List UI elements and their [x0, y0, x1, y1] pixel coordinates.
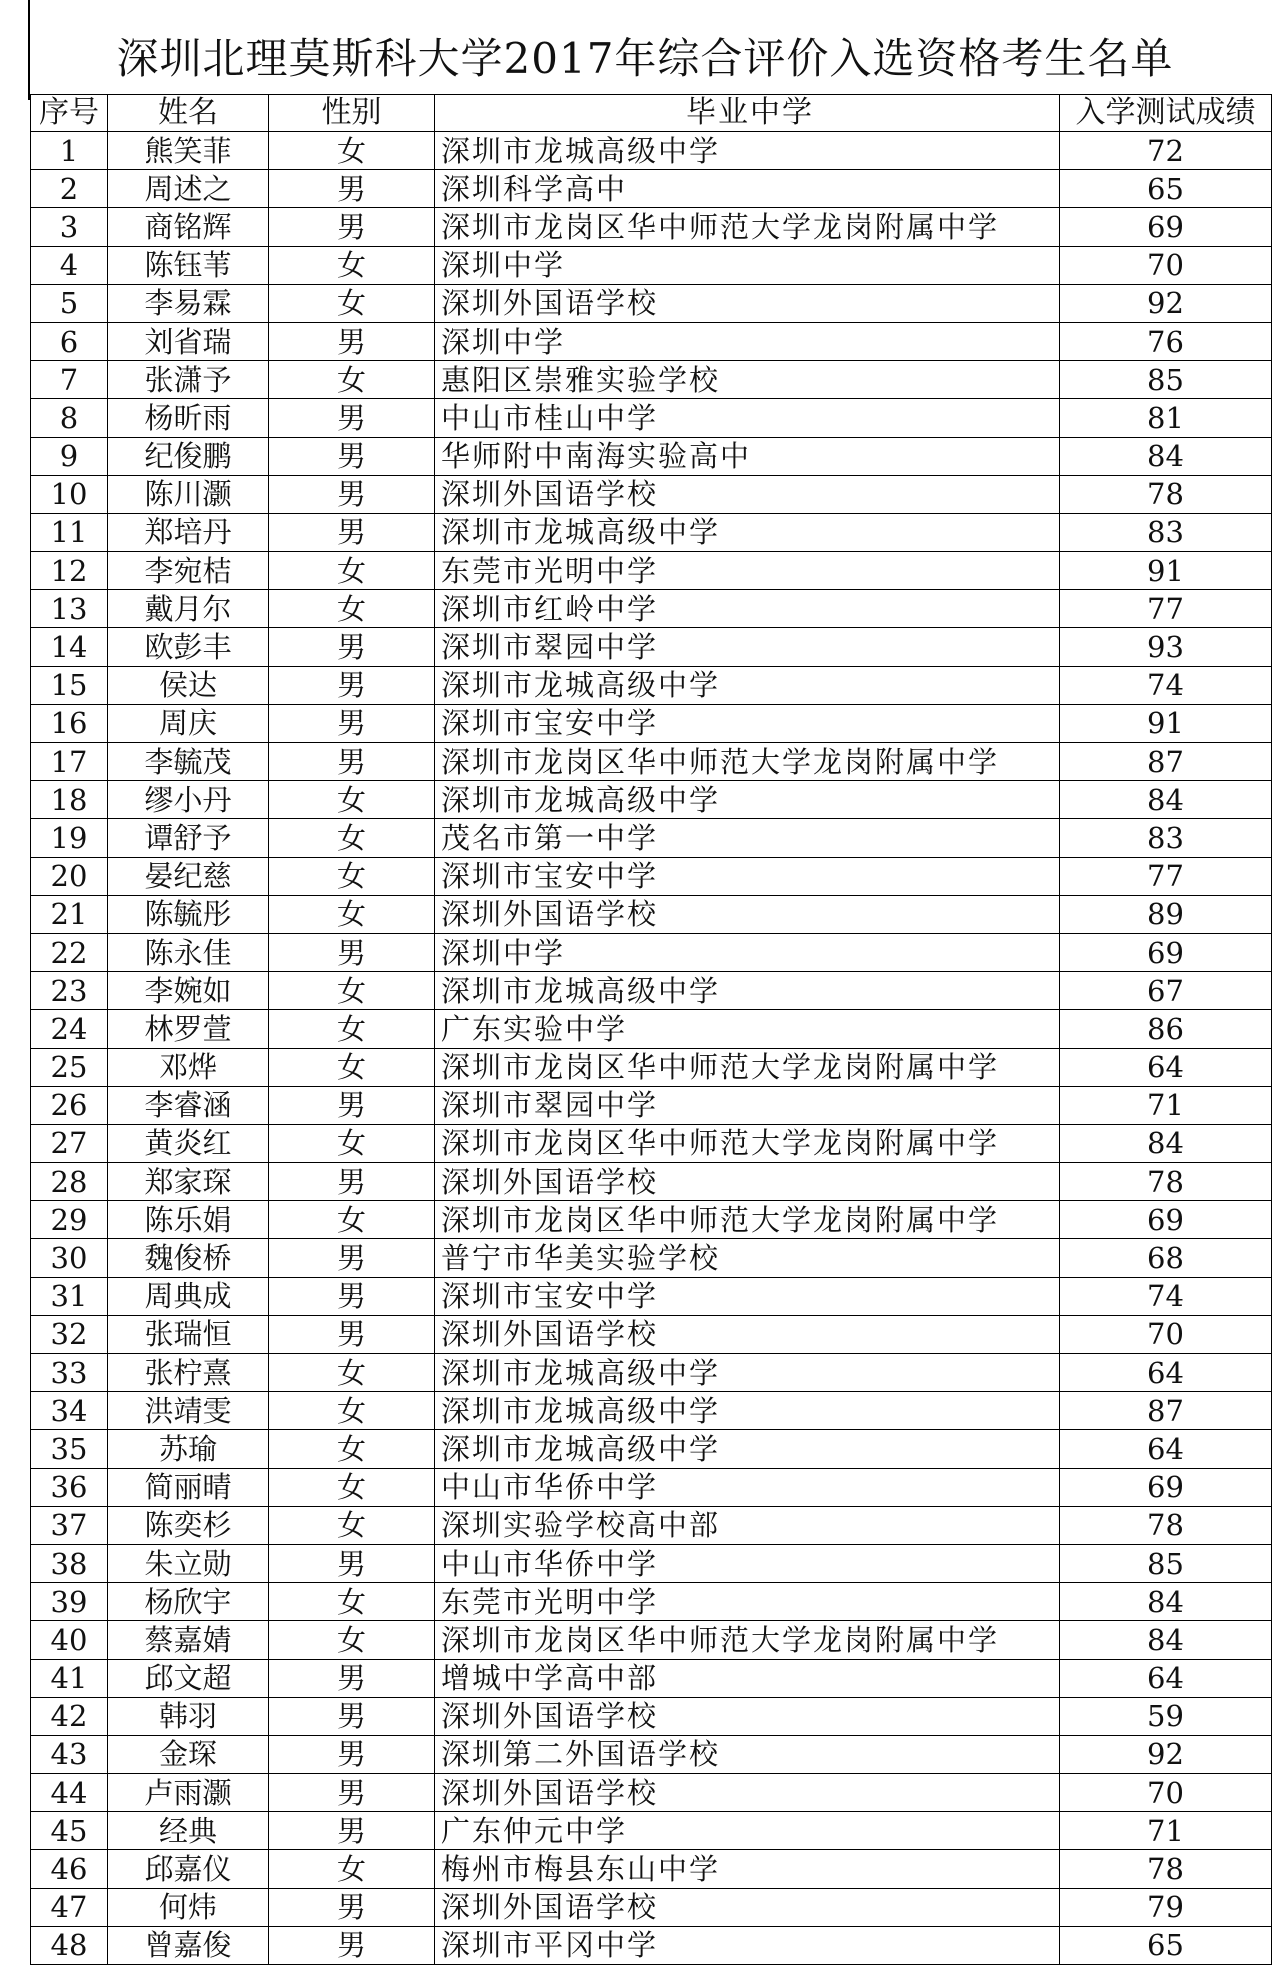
cell-school: 深圳中学: [435, 933, 1060, 971]
cell-gender: 男: [269, 1697, 435, 1735]
candidate-table: [30, 94, 1272, 1965]
table-row: [31, 170, 1272, 208]
table-row: [31, 1812, 1272, 1850]
cell-name: 李婉如: [108, 972, 269, 1010]
cell-name: 周典成: [108, 1277, 269, 1315]
cell-school: 梅州市梅县东山中学: [435, 1850, 1060, 1888]
cell-number: 29: [31, 1201, 108, 1239]
cell-name: 陈川灏: [108, 475, 269, 513]
cell-gender: 男: [269, 1888, 435, 1926]
cell-number: 33: [31, 1354, 108, 1392]
cell-name: 周庆: [108, 704, 269, 742]
cell-gender: 男: [269, 628, 435, 666]
cell-score: 70: [1060, 246, 1272, 284]
cell-number: 44: [31, 1774, 108, 1812]
cell-school: 华师附中南海实验高中: [435, 437, 1060, 475]
table-row: [31, 1735, 1272, 1773]
cell-name: 戴月尔: [108, 590, 269, 628]
cell-score: 64: [1060, 1048, 1272, 1086]
cell-school: 深圳市龙岗区华中师范大学龙岗附属中学: [435, 1048, 1060, 1086]
table-row: [31, 1506, 1272, 1544]
table-row: [31, 1430, 1272, 1468]
cell-number: 8: [31, 399, 108, 437]
table-row: [31, 1621, 1272, 1659]
cell-school: 深圳科学高中: [435, 170, 1060, 208]
cell-score: 84: [1060, 1124, 1272, 1162]
table-row: [31, 1277, 1272, 1315]
cell-school: 深圳市龙城高级中学: [435, 1392, 1060, 1430]
cell-name: 张潇予: [108, 361, 269, 399]
cell-name: 陈乐娟: [108, 1201, 269, 1239]
cell-score: 70: [1060, 1774, 1272, 1812]
cell-gender: 女: [269, 1124, 435, 1162]
cell-school: 中山市桂山中学: [435, 399, 1060, 437]
cell-name: 蔡嘉婧: [108, 1621, 269, 1659]
cell-school: 深圳中学: [435, 246, 1060, 284]
table-row: [31, 399, 1272, 437]
cell-name: 熊笑菲: [108, 132, 269, 170]
cell-number: 37: [31, 1506, 108, 1544]
cell-score: 65: [1060, 1926, 1272, 1964]
cell-school: 深圳市宝安中学: [435, 1277, 1060, 1315]
cell-score: 78: [1060, 1163, 1272, 1201]
cell-gender: 女: [269, 1048, 435, 1086]
table-row: [31, 666, 1272, 704]
cell-name: 杨昕雨: [108, 399, 269, 437]
table-row: [31, 1774, 1272, 1812]
cell-school: 深圳市龙岗区华中师范大学龙岗附属中学: [435, 208, 1060, 246]
cell-number: 17: [31, 743, 108, 781]
cell-score: 84: [1060, 1583, 1272, 1621]
cell-score: 85: [1060, 361, 1272, 399]
cell-number: 4: [31, 246, 108, 284]
cell-name: 郑培丹: [108, 513, 269, 551]
cell-score: 92: [1060, 284, 1272, 322]
cell-name: 朱立勋: [108, 1544, 269, 1582]
cell-gender: 女: [269, 895, 435, 933]
cell-gender: 男: [269, 1315, 435, 1353]
header-school: 毕业中学: [435, 95, 1060, 132]
table-row: [31, 1888, 1272, 1926]
cell-score: 64: [1060, 1430, 1272, 1468]
cell-gender: 男: [269, 1163, 435, 1201]
table-row: [31, 1163, 1272, 1201]
cell-name: 晏纪慈: [108, 857, 269, 895]
cell-number: 21: [31, 895, 108, 933]
cell-school: 深圳市宝安中学: [435, 857, 1060, 895]
cell-school: 深圳外国语学校: [435, 1315, 1060, 1353]
cell-name: 陈永佳: [108, 933, 269, 971]
table-row: [31, 628, 1272, 666]
cell-school: 茂名市第一中学: [435, 819, 1060, 857]
cell-gender: 女: [269, 1010, 435, 1048]
cell-number: 46: [31, 1850, 108, 1888]
table-row: [31, 743, 1272, 781]
table-row: [31, 1659, 1272, 1697]
table-row: [31, 781, 1272, 819]
cell-name: 李宛桔: [108, 552, 269, 590]
cell-number: 15: [31, 666, 108, 704]
cell-name: 黄炎红: [108, 1124, 269, 1162]
cell-name: 何炜: [108, 1888, 269, 1926]
cell-name: 卢雨灏: [108, 1774, 269, 1812]
cell-school: 深圳外国语学校: [435, 1888, 1060, 1926]
cell-gender: 男: [269, 513, 435, 551]
cell-name: 郑家琛: [108, 1163, 269, 1201]
cell-number: 43: [31, 1735, 108, 1773]
cell-number: 14: [31, 628, 108, 666]
cell-name: 经典: [108, 1812, 269, 1850]
cell-score: 87: [1060, 1392, 1272, 1430]
cell-gender: 男: [269, 1277, 435, 1315]
cell-school: 深圳市平冈中学: [435, 1926, 1060, 1964]
cell-gender: 女: [269, 1583, 435, 1621]
cell-number: 1: [31, 132, 108, 170]
cell-name: 邱嘉仪: [108, 1850, 269, 1888]
cell-school: 深圳市龙城高级中学: [435, 972, 1060, 1010]
cell-score: 83: [1060, 819, 1272, 857]
cell-score: 84: [1060, 437, 1272, 475]
cell-score: 74: [1060, 666, 1272, 704]
cell-name: 曾嘉俊: [108, 1926, 269, 1964]
cell-score: 93: [1060, 628, 1272, 666]
cell-number: 2: [31, 170, 108, 208]
cell-school: 深圳外国语学校: [435, 284, 1060, 322]
cell-gender: 女: [269, 1468, 435, 1506]
cell-score: 71: [1060, 1086, 1272, 1124]
cell-school: 深圳市龙城高级中学: [435, 513, 1060, 551]
cell-gender: 男: [269, 170, 435, 208]
table-row: [31, 132, 1272, 170]
cell-name: 邱文超: [108, 1659, 269, 1697]
cell-school: 深圳市龙岗区华中师范大学龙岗附属中学: [435, 1621, 1060, 1659]
cell-school: 深圳第二外国语学校: [435, 1735, 1060, 1773]
cell-name: 商铭辉: [108, 208, 269, 246]
table-row: [31, 361, 1272, 399]
table-row: [31, 284, 1272, 322]
cell-name: 张瑞恒: [108, 1315, 269, 1353]
cell-number: 28: [31, 1163, 108, 1201]
table-row: [31, 208, 1272, 246]
cell-number: 5: [31, 284, 108, 322]
cell-gender: 男: [269, 208, 435, 246]
cell-gender: 女: [269, 361, 435, 399]
cell-name: 李易霖: [108, 284, 269, 322]
cell-number: 10: [31, 475, 108, 513]
cell-name: 洪靖雯: [108, 1392, 269, 1430]
cell-school: 深圳市龙城高级中学: [435, 1430, 1060, 1468]
cell-score: 78: [1060, 475, 1272, 513]
cell-school: 深圳外国语学校: [435, 475, 1060, 513]
cell-gender: 男: [269, 743, 435, 781]
cell-name: 邓烨: [108, 1048, 269, 1086]
cell-school: 深圳外国语学校: [435, 895, 1060, 933]
cell-score: 69: [1060, 933, 1272, 971]
cell-gender: 女: [269, 590, 435, 628]
header-gender: 性别: [269, 95, 435, 132]
cell-name: 杨欣宇: [108, 1583, 269, 1621]
cell-score: 92: [1060, 1735, 1272, 1773]
table-row: [31, 1048, 1272, 1086]
cell-name: 林罗萱: [108, 1010, 269, 1048]
cell-score: 81: [1060, 399, 1272, 437]
cell-school: 深圳市龙城高级中学: [435, 666, 1060, 704]
cell-name: 刘省瑞: [108, 322, 269, 360]
cell-number: 20: [31, 857, 108, 895]
cell-school: 广东仲元中学: [435, 1812, 1060, 1850]
table-row: [31, 246, 1272, 284]
cell-school: 深圳市翠园中学: [435, 1086, 1060, 1124]
cell-school: 深圳市龙城高级中学: [435, 1354, 1060, 1392]
cell-school: 惠阳区崇雅实验学校: [435, 361, 1060, 399]
cell-gender: 女: [269, 1201, 435, 1239]
cell-score: 91: [1060, 704, 1272, 742]
cell-school: 深圳外国语学校: [435, 1774, 1060, 1812]
table-header-row: [31, 95, 1272, 132]
table-row: [31, 972, 1272, 1010]
cell-name: 侯达: [108, 666, 269, 704]
cell-number: 38: [31, 1544, 108, 1582]
cell-score: 69: [1060, 1201, 1272, 1239]
cell-score: 77: [1060, 590, 1272, 628]
table-row: [31, 1086, 1272, 1124]
cell-name: 陈毓彤: [108, 895, 269, 933]
table-row: [31, 1926, 1272, 1964]
table-row: [31, 322, 1272, 360]
cell-gender: 女: [269, 284, 435, 322]
cell-number: 25: [31, 1048, 108, 1086]
cell-school: 深圳市龙岗区华中师范大学龙岗附属中学: [435, 743, 1060, 781]
cell-score: 87: [1060, 743, 1272, 781]
cell-number: 30: [31, 1239, 108, 1277]
cell-name: 陈钰苇: [108, 246, 269, 284]
cell-gender: 女: [269, 1392, 435, 1430]
cell-gender: 男: [269, 1239, 435, 1277]
cell-gender: 女: [269, 1506, 435, 1544]
cell-school: 深圳市宝安中学: [435, 704, 1060, 742]
table-row: [31, 819, 1272, 857]
cell-score: 84: [1060, 1621, 1272, 1659]
cell-score: 76: [1060, 322, 1272, 360]
cell-number: 27: [31, 1124, 108, 1162]
cell-name: 李睿涵: [108, 1086, 269, 1124]
cell-number: 22: [31, 933, 108, 971]
cell-gender: 男: [269, 1544, 435, 1582]
cell-score: 78: [1060, 1850, 1272, 1888]
cell-number: 45: [31, 1812, 108, 1850]
cell-gender: 男: [269, 666, 435, 704]
cell-score: 67: [1060, 972, 1272, 1010]
cell-school: 深圳市翠园中学: [435, 628, 1060, 666]
cell-score: 83: [1060, 513, 1272, 551]
cell-name: 金琛: [108, 1735, 269, 1773]
cell-score: 77: [1060, 857, 1272, 895]
cell-gender: 男: [269, 1774, 435, 1812]
cell-number: 24: [31, 1010, 108, 1048]
cell-name: 韩羽: [108, 1697, 269, 1735]
table-row: [31, 1315, 1272, 1353]
cell-school: 深圳市龙城高级中学: [435, 781, 1060, 819]
cell-school: 中山市华侨中学: [435, 1468, 1060, 1506]
table-row: [31, 933, 1272, 971]
cell-gender: 女: [269, 1430, 435, 1468]
cell-school: 深圳市龙城高级中学: [435, 132, 1060, 170]
cell-gender: 女: [269, 972, 435, 1010]
cell-number: 6: [31, 322, 108, 360]
cell-gender: 女: [269, 552, 435, 590]
cell-number: 39: [31, 1583, 108, 1621]
cell-score: 69: [1060, 208, 1272, 246]
cell-school: 增城中学高中部: [435, 1659, 1060, 1697]
cell-score: 84: [1060, 781, 1272, 819]
cell-score: 59: [1060, 1697, 1272, 1735]
cell-number: 9: [31, 437, 108, 475]
table-row: [31, 895, 1272, 933]
header-number: 序号: [31, 95, 108, 132]
cell-number: 31: [31, 1277, 108, 1315]
table-row: [31, 1201, 1272, 1239]
cell-name: 纪俊鹏: [108, 437, 269, 475]
cell-school: 东莞市光明中学: [435, 1583, 1060, 1621]
cell-name: 欧彭丰: [108, 628, 269, 666]
cell-school: 深圳外国语学校: [435, 1697, 1060, 1735]
cell-name: 苏瑜: [108, 1430, 269, 1468]
cell-gender: 女: [269, 132, 435, 170]
table-row: [31, 1468, 1272, 1506]
cell-score: 79: [1060, 1888, 1272, 1926]
cell-number: 19: [31, 819, 108, 857]
cell-number: 3: [31, 208, 108, 246]
cell-gender: 女: [269, 781, 435, 819]
cell-score: 74: [1060, 1277, 1272, 1315]
header-score: 入学测试成绩: [1060, 95, 1272, 132]
cell-name: 陈奕杉: [108, 1506, 269, 1544]
cell-school: 深圳市龙岗区华中师范大学龙岗附属中学: [435, 1124, 1060, 1162]
cell-name: 周述之: [108, 170, 269, 208]
cell-score: 85: [1060, 1544, 1272, 1582]
cell-score: 89: [1060, 895, 1272, 933]
cell-gender: 女: [269, 1354, 435, 1392]
page-title: 深圳北理莫斯科大学2017年综合评价入选资格考生名单: [116, 34, 1174, 83]
cell-number: 41: [31, 1659, 108, 1697]
cell-score: 65: [1060, 170, 1272, 208]
table-row: [31, 1124, 1272, 1162]
cell-number: 32: [31, 1315, 108, 1353]
cell-school: 中山市华侨中学: [435, 1544, 1060, 1582]
cell-score: 78: [1060, 1506, 1272, 1544]
cell-gender: 男: [269, 322, 435, 360]
table-body: [31, 132, 1272, 1965]
cell-school: 深圳中学: [435, 322, 1060, 360]
table-row: [31, 1544, 1272, 1582]
cell-gender: 男: [269, 704, 435, 742]
cell-score: 69: [1060, 1468, 1272, 1506]
cell-gender: 男: [269, 475, 435, 513]
cell-number: 12: [31, 552, 108, 590]
cell-number: 40: [31, 1621, 108, 1659]
cell-name: 谭舒予: [108, 819, 269, 857]
cell-score: 72: [1060, 132, 1272, 170]
cell-gender: 女: [269, 246, 435, 284]
cell-school: 深圳市红岭中学: [435, 590, 1060, 628]
cell-school: 深圳外国语学校: [435, 1163, 1060, 1201]
cell-number: 26: [31, 1086, 108, 1124]
cell-score: 91: [1060, 552, 1272, 590]
cell-gender: 女: [269, 1621, 435, 1659]
cell-school: 深圳实验学校高中部: [435, 1506, 1060, 1544]
cell-gender: 男: [269, 399, 435, 437]
table-row: [31, 437, 1272, 475]
table-row: [31, 513, 1272, 551]
cell-gender: 男: [269, 933, 435, 971]
cell-number: 47: [31, 1888, 108, 1926]
cell-gender: 女: [269, 819, 435, 857]
cell-gender: 男: [269, 1659, 435, 1697]
table-row: [31, 857, 1272, 895]
cell-number: 11: [31, 513, 108, 551]
cell-score: 70: [1060, 1315, 1272, 1353]
cell-gender: 女: [269, 857, 435, 895]
cell-score: 71: [1060, 1812, 1272, 1850]
cell-score: 64: [1060, 1659, 1272, 1697]
cell-school: 东莞市光明中学: [435, 552, 1060, 590]
table-row: [31, 475, 1272, 513]
cell-number: 36: [31, 1468, 108, 1506]
cell-gender: 男: [269, 1926, 435, 1964]
cell-gender: 男: [269, 1086, 435, 1124]
cell-number: 7: [31, 361, 108, 399]
table-row: [31, 1010, 1272, 1048]
cell-gender: 男: [269, 1735, 435, 1773]
cell-name: 张柠熹: [108, 1354, 269, 1392]
cell-number: 48: [31, 1926, 108, 1964]
table-row: [31, 1354, 1272, 1392]
table-row: [31, 1850, 1272, 1888]
cell-gender: 男: [269, 437, 435, 475]
cell-name: 缪小丹: [108, 781, 269, 819]
cell-name: 简丽晴: [108, 1468, 269, 1506]
cell-gender: 女: [269, 1850, 435, 1888]
table-row: [31, 552, 1272, 590]
cell-score: 64: [1060, 1354, 1272, 1392]
cell-number: 16: [31, 704, 108, 742]
cell-number: 35: [31, 1430, 108, 1468]
table-row: [31, 1239, 1272, 1277]
cell-name: 魏俊桥: [108, 1239, 269, 1277]
cell-school: 广东实验中学: [435, 1010, 1060, 1048]
table-row: [31, 1392, 1272, 1430]
cell-school: 普宁市华美实验学校: [435, 1239, 1060, 1277]
cell-school: 深圳市龙岗区华中师范大学龙岗附属中学: [435, 1201, 1060, 1239]
cell-gender: 男: [269, 1812, 435, 1850]
cell-score: 86: [1060, 1010, 1272, 1048]
table-row: [31, 1697, 1272, 1735]
cell-number: 13: [31, 590, 108, 628]
table-row: [31, 1583, 1272, 1621]
cell-number: 23: [31, 972, 108, 1010]
cell-number: 34: [31, 1392, 108, 1430]
cell-number: 42: [31, 1697, 108, 1735]
header-name: 姓名: [108, 95, 269, 132]
cell-name: 李毓茂: [108, 743, 269, 781]
table-row: [31, 704, 1272, 742]
table-row: [31, 590, 1272, 628]
cell-number: 18: [31, 781, 108, 819]
cell-score: 68: [1060, 1239, 1272, 1277]
